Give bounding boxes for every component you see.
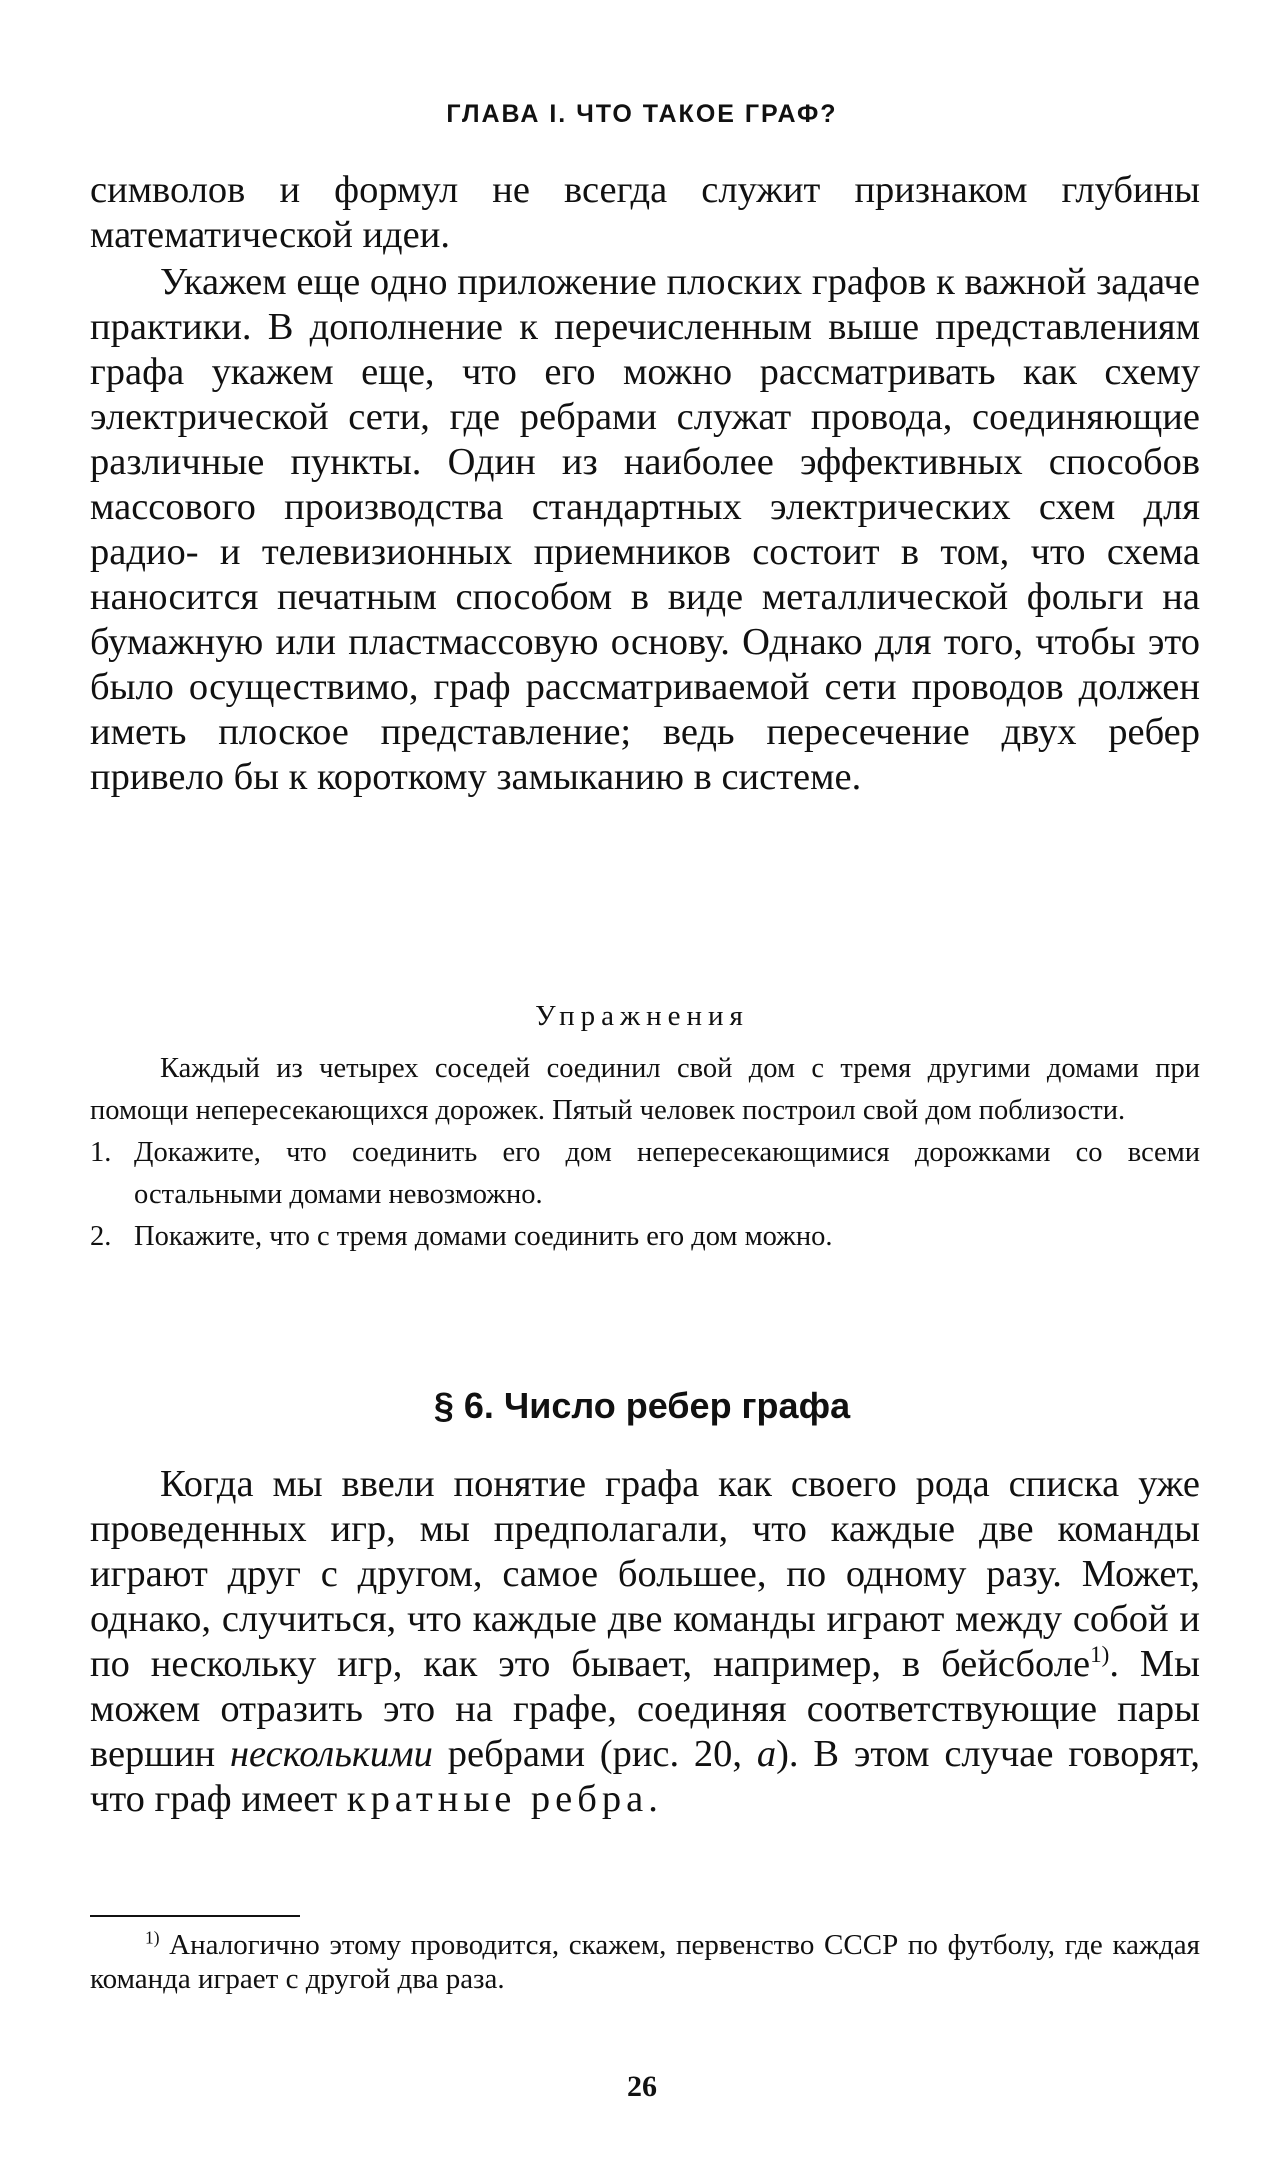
paragraph-continued: символов и формул не всегда служит признаком глубины математической идеи. <box>90 169 1200 256</box>
page-number: 26 <box>627 2070 657 2103</box>
body-text-top <box>90 168 1200 800</box>
footnote-text: Аналогично этому проводится, скажем, первенство СССР по футболу, где каждая команда играет с другой два раза. <box>90 1929 1200 1995</box>
defined-term: кратные ребра <box>346 1778 649 1820</box>
section-body <box>90 1462 1200 1822</box>
exercise-text: Докажите, что соединить его дом непересекающимися дорожками со всеми остальными домами невозможно. <box>134 1137 1200 1210</box>
exercise-item-1 <box>90 1132 1200 1216</box>
exercises-block <box>90 1048 1200 1258</box>
exercises-heading: Упражнения <box>535 1000 749 1032</box>
emphasis-italic: несколькими <box>229 1733 433 1775</box>
paragraph-application: Укажем еще одно приложение плоских графов к важной задаче практики. В дополнение к перечисленным выше представлениям графа укажем еще, что его можно рассматривать как схему электрической сети, где ребрами служат провода, соединяющие различные пункты. Один из наиболее эффективных способов массового производства стандартных электрических схем для радио- и телевизионных приемников состоит в том, что схема наносится печатным способом в виде металлической фольги на бумажную или пластмассовую основу. Однако для того, чтобы это было осуществимо, граф рассматриваемой сети проводов должен иметь плоское представление; ведь пересечение двух ребер привело бы к короткому замыканию в системе. <box>90 261 1200 798</box>
footnote-marker: 1) <box>145 1927 160 1948</box>
figure-letter: a <box>756 1733 777 1775</box>
footnote-marker: 1) <box>1090 1641 1110 1668</box>
exercise-item-2 <box>90 1216 1200 1258</box>
footnote <box>90 1928 1200 1996</box>
exercise-text: Покажите, что с тремя домами соединить его дом можно. <box>134 1221 833 1252</box>
footnote-rule <box>90 1915 300 1917</box>
exercises-intro: Каждый из четырех соседей соединил свой дом с тремя другими домами при помощи непересекающихся дорожек. Пятый человек построил свой дом поблизости. <box>90 1053 1200 1126</box>
paragraph-multiple-edges: Когда мы ввели понятие графа как своего рода списка уже проведенных игр, мы предполагали, что каждые две команды играют друг с другом, самое большее, по одному разу. Может, однако, случиться, что каждые две команды играют между собой и по нескольку игр, как это бывает, например, в бейсболе$^{1)}$. Мы можем отразить это на графе, соединяя соответствующие пары вершин несколькими ребрами (рис. 20, a). В этом случае говорят, что граф имеет кратные ребра. <box>90 1463 1200 1820</box>
footnote-block <box>90 1928 1200 1996</box>
exercise-number: 2. <box>90 1221 112 1252</box>
exercise-number: 1. <box>90 1137 112 1168</box>
running-head: ГЛАВА I. ЧТО ТАКОЕ ГРАФ? <box>446 100 838 128</box>
section-title: § 6. Число ребер графа <box>433 1385 851 1426</box>
